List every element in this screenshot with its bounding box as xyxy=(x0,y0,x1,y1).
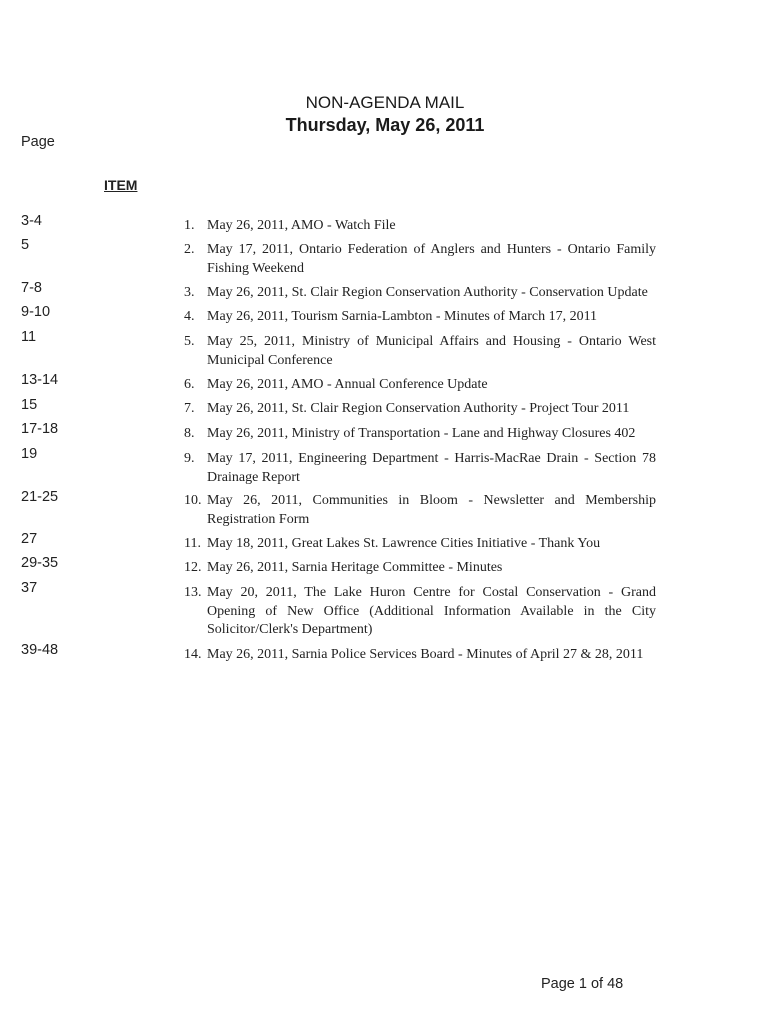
list-item xyxy=(184,241,656,278)
list-item xyxy=(184,450,656,487)
list-item xyxy=(184,646,656,665)
page-column-label: Page xyxy=(21,134,55,150)
list-item xyxy=(184,217,656,236)
list-item xyxy=(184,535,656,554)
item-number: 4. xyxy=(184,309,195,324)
item-number: 5. xyxy=(184,334,195,349)
item-page-number: 3-4 xyxy=(21,213,42,229)
item-page-number: 21-25 xyxy=(21,489,59,505)
item-text: May 26, 2011, Communities in Bloom - Newsletter and Membership Registration Form xyxy=(207,493,656,527)
item-number: 8. xyxy=(184,426,195,441)
item-text: May 26, 2011, Sarnia Police Services Board - Minutes of April 27 & 28, 2011 xyxy=(207,647,644,662)
item-number: 2. xyxy=(184,242,195,257)
document-title: NON-AGENDA MAIL xyxy=(305,93,465,112)
list-item xyxy=(184,284,656,303)
item-text: May 17, 2011, Ontario Federation of Anglers and Hunters - Ontario Family Fishing Weekend xyxy=(207,242,656,276)
item-page-number: 27 xyxy=(21,531,38,547)
item-text: May 26, 2011, St. Clair Region Conservation Authority - Conservation Update xyxy=(207,285,648,300)
item-number: 13. xyxy=(184,585,202,600)
item-number: 9. xyxy=(184,451,195,466)
list-item xyxy=(184,492,656,529)
item-text: May 25, 2011, Ministry of Municipal Affairs and Housing - Ontario West Municipal Conference xyxy=(207,334,656,368)
item-page-number: 13-14 xyxy=(21,372,59,388)
item-page-number: 19 xyxy=(21,446,38,462)
item-number: 1. xyxy=(184,218,195,233)
item-number: 14. xyxy=(184,647,202,662)
item-number: 7. xyxy=(184,401,195,416)
item-page-number: 15 xyxy=(21,397,38,413)
item-text: May 26, 2011, Sarnia Heritage Committee - Minutes xyxy=(207,560,503,575)
list-item xyxy=(184,584,656,640)
item-text: May 26, 2011, AMO - Watch File xyxy=(207,218,396,233)
item-page-number: 5 xyxy=(21,237,30,253)
list-item xyxy=(184,333,656,370)
item-text: May 26, 2011, Tourism Sarnia-Lambton - Minutes of March 17, 2011 xyxy=(207,309,598,324)
item-page-number: 39-48 xyxy=(21,642,59,658)
item-page-number: 11 xyxy=(21,329,37,345)
item-number: 10. xyxy=(184,493,202,508)
list-item xyxy=(184,425,656,444)
item-text: May 26, 2011, Ministry of Transportation - Lane and Highway Closures 402 xyxy=(207,426,636,441)
item-column-label: ITEM xyxy=(104,177,138,193)
item-number: 12. xyxy=(184,560,202,575)
item-text: May 26, 2011, AMO - Annual Conference Update xyxy=(207,377,488,392)
item-text: May 17, 2011, Engineering Department - Harris-MacRae Drain - Section 78 Drainage Report xyxy=(207,451,656,485)
page-footer: Page 1 of 48 xyxy=(541,976,624,992)
item-number: 11. xyxy=(184,536,201,551)
item-page-number: 17-18 xyxy=(21,421,59,437)
list-item xyxy=(184,400,656,419)
item-number: 6. xyxy=(184,377,195,392)
item-number: 3. xyxy=(184,285,195,300)
item-page-number: 7-8 xyxy=(21,280,42,296)
document-date: Thursday, May 26, 2011 xyxy=(285,115,485,135)
item-page-number: 9-10 xyxy=(21,304,51,320)
list-item xyxy=(184,376,656,395)
item-page-number: 29-35 xyxy=(21,555,59,571)
list-item xyxy=(184,559,656,578)
item-page-number: 37 xyxy=(21,580,38,596)
item-text: May 20, 2011, The Lake Huron Centre for Costal Conservation - Grand Opening of New Office (Additional Information Available in the City Solicitor/Clerk's Department) xyxy=(207,585,656,637)
item-text: May 26, 2011, St. Clair Region Conservation Authority - Project Tour 2011 xyxy=(207,401,630,416)
list-item xyxy=(184,308,656,327)
item-text: May 18, 2011, Great Lakes St. Lawrence Cities Initiative - Thank You xyxy=(207,536,601,551)
